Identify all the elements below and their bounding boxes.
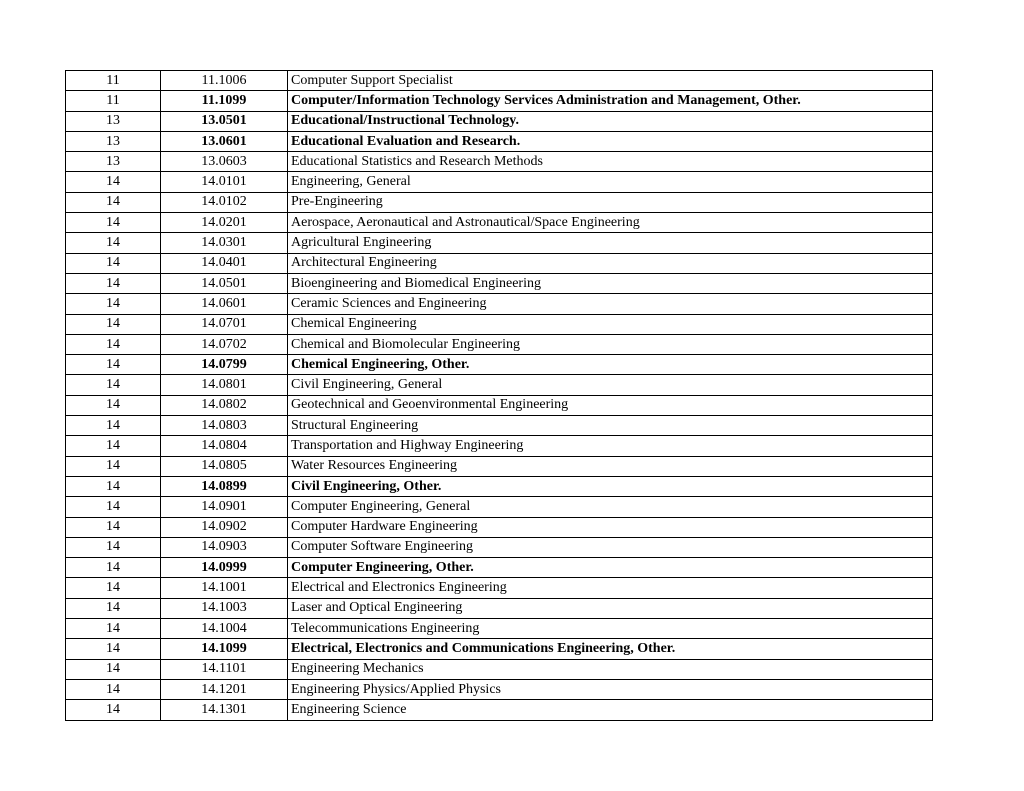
program-title-cell: Laser and Optical Engineering <box>288 598 933 618</box>
series-cell: 14 <box>66 578 161 598</box>
series-cell: 14 <box>66 679 161 699</box>
series-cell: 14 <box>66 456 161 476</box>
table-row <box>66 355 933 375</box>
series-cell: 14 <box>66 192 161 212</box>
series-cell: 14 <box>66 598 161 618</box>
table-row <box>66 273 933 293</box>
table-row <box>66 213 933 233</box>
table-row <box>66 456 933 476</box>
series-cell: 14 <box>66 558 161 578</box>
program-title-cell: Geotechnical and Geoenvironmental Engineering <box>288 395 933 415</box>
code-cell: 14.0901 <box>161 497 288 517</box>
code-cell: 14.0804 <box>161 436 288 456</box>
code-cell: 14.0702 <box>161 334 288 354</box>
table-row <box>66 253 933 273</box>
table-row <box>66 619 933 639</box>
program-title-cell: Structural Engineering <box>288 416 933 436</box>
program-title-cell: Ceramic Sciences and Engineering <box>288 294 933 314</box>
series-cell: 14 <box>66 537 161 557</box>
series-cell: 14 <box>66 700 161 720</box>
series-cell: 13 <box>66 111 161 131</box>
series-cell: 14 <box>66 416 161 436</box>
code-cell: 14.1003 <box>161 598 288 618</box>
program-title-cell: Bioengineering and Biomedical Engineering <box>288 273 933 293</box>
code-cell: 14.0903 <box>161 537 288 557</box>
series-cell: 14 <box>66 375 161 395</box>
code-cell: 14.0301 <box>161 233 288 253</box>
program-title-cell: Transportation and Highway Engineering <box>288 436 933 456</box>
table-row <box>66 416 933 436</box>
program-title-cell: Educational Evaluation and Research. <box>288 131 933 151</box>
program-title-cell: Computer/Information Technology Services Administration and Management, Other. <box>288 91 933 111</box>
program-title-cell: Agricultural Engineering <box>288 233 933 253</box>
table-row <box>66 436 933 456</box>
program-title-cell: Chemical Engineering <box>288 314 933 334</box>
code-cell: 14.1004 <box>161 619 288 639</box>
code-cell: 14.0899 <box>161 476 288 496</box>
series-cell: 14 <box>66 619 161 639</box>
program-title-cell: Computer Support Specialist <box>288 71 933 91</box>
program-title-cell: Electrical, Electronics and Communications Engineering, Other. <box>288 639 933 659</box>
series-cell: 13 <box>66 152 161 172</box>
table-row <box>66 375 933 395</box>
program-title-cell: Architectural Engineering <box>288 253 933 273</box>
code-cell: 14.0701 <box>161 314 288 334</box>
program-title-cell: Engineering Science <box>288 700 933 720</box>
code-cell: 14.0101 <box>161 172 288 192</box>
series-cell: 14 <box>66 395 161 415</box>
program-title-cell: Telecommunications Engineering <box>288 619 933 639</box>
table-row <box>66 314 933 334</box>
program-code-table-container <box>65 70 932 721</box>
series-cell: 11 <box>66 71 161 91</box>
code-cell: 14.1301 <box>161 700 288 720</box>
code-cell: 14.0802 <box>161 395 288 415</box>
code-cell: 14.0501 <box>161 273 288 293</box>
program-title-cell: Educational/Instructional Technology. <box>288 111 933 131</box>
table-row <box>66 131 933 151</box>
table-row <box>66 659 933 679</box>
table-row <box>66 233 933 253</box>
code-cell: 14.0102 <box>161 192 288 212</box>
series-cell: 14 <box>66 639 161 659</box>
code-cell: 14.0401 <box>161 253 288 273</box>
program-title-cell: Chemical and Biomolecular Engineering <box>288 334 933 354</box>
series-cell: 11 <box>66 91 161 111</box>
program-title-cell: Computer Engineering, Other. <box>288 558 933 578</box>
code-cell: 14.0999 <box>161 558 288 578</box>
code-cell: 11.1006 <box>161 71 288 91</box>
code-cell: 14.0902 <box>161 517 288 537</box>
code-cell: 14.0601 <box>161 294 288 314</box>
table-body <box>66 71 933 721</box>
program-title-cell: Water Resources Engineering <box>288 456 933 476</box>
series-cell: 14 <box>66 233 161 253</box>
code-cell: 14.0799 <box>161 355 288 375</box>
code-cell: 14.1201 <box>161 679 288 699</box>
series-cell: 14 <box>66 294 161 314</box>
program-title-cell: Engineering, General <box>288 172 933 192</box>
table-row <box>66 294 933 314</box>
series-cell: 14 <box>66 213 161 233</box>
series-cell: 14 <box>66 334 161 354</box>
table-row <box>66 578 933 598</box>
code-cell: 14.1099 <box>161 639 288 659</box>
program-code-table <box>65 70 933 721</box>
table-row <box>66 91 933 111</box>
table-row <box>66 395 933 415</box>
table-row <box>66 152 933 172</box>
code-cell: 14.1101 <box>161 659 288 679</box>
code-cell: 14.0805 <box>161 456 288 476</box>
code-cell: 14.0801 <box>161 375 288 395</box>
series-cell: 14 <box>66 273 161 293</box>
code-cell: 14.1001 <box>161 578 288 598</box>
program-title-cell: Engineering Physics/Applied Physics <box>288 679 933 699</box>
series-cell: 14 <box>66 517 161 537</box>
table-row <box>66 679 933 699</box>
table-row <box>66 598 933 618</box>
table-row <box>66 334 933 354</box>
series-cell: 13 <box>66 131 161 151</box>
table-row <box>66 558 933 578</box>
series-cell: 14 <box>66 436 161 456</box>
table-row <box>66 517 933 537</box>
program-title-cell: Aerospace, Aeronautical and Astronautical/Space Engineering <box>288 213 933 233</box>
program-title-cell: Computer Engineering, General <box>288 497 933 517</box>
table-row <box>66 639 933 659</box>
program-title-cell: Computer Hardware Engineering <box>288 517 933 537</box>
program-title-cell: Civil Engineering, General <box>288 375 933 395</box>
table-row <box>66 172 933 192</box>
series-cell: 14 <box>66 497 161 517</box>
code-cell: 14.0803 <box>161 416 288 436</box>
table-row <box>66 537 933 557</box>
table-row <box>66 111 933 131</box>
table-row <box>66 476 933 496</box>
program-title-cell: Computer Software Engineering <box>288 537 933 557</box>
program-title-cell: Engineering Mechanics <box>288 659 933 679</box>
table-row <box>66 700 933 720</box>
series-cell: 14 <box>66 659 161 679</box>
series-cell: 14 <box>66 476 161 496</box>
series-cell: 14 <box>66 172 161 192</box>
series-cell: 14 <box>66 253 161 273</box>
code-cell: 11.1099 <box>161 91 288 111</box>
program-title-cell: Electrical and Electronics Engineering <box>288 578 933 598</box>
program-title-cell: Chemical Engineering, Other. <box>288 355 933 375</box>
table-row <box>66 192 933 212</box>
program-title-cell: Educational Statistics and Research Methods <box>288 152 933 172</box>
code-cell: 14.0201 <box>161 213 288 233</box>
program-title-cell: Pre-Engineering <box>288 192 933 212</box>
series-cell: 14 <box>66 355 161 375</box>
code-cell: 13.0601 <box>161 131 288 151</box>
table-row <box>66 497 933 517</box>
series-cell: 14 <box>66 314 161 334</box>
code-cell: 13.0501 <box>161 111 288 131</box>
table-row <box>66 71 933 91</box>
program-title-cell: Civil Engineering, Other. <box>288 476 933 496</box>
code-cell: 13.0603 <box>161 152 288 172</box>
